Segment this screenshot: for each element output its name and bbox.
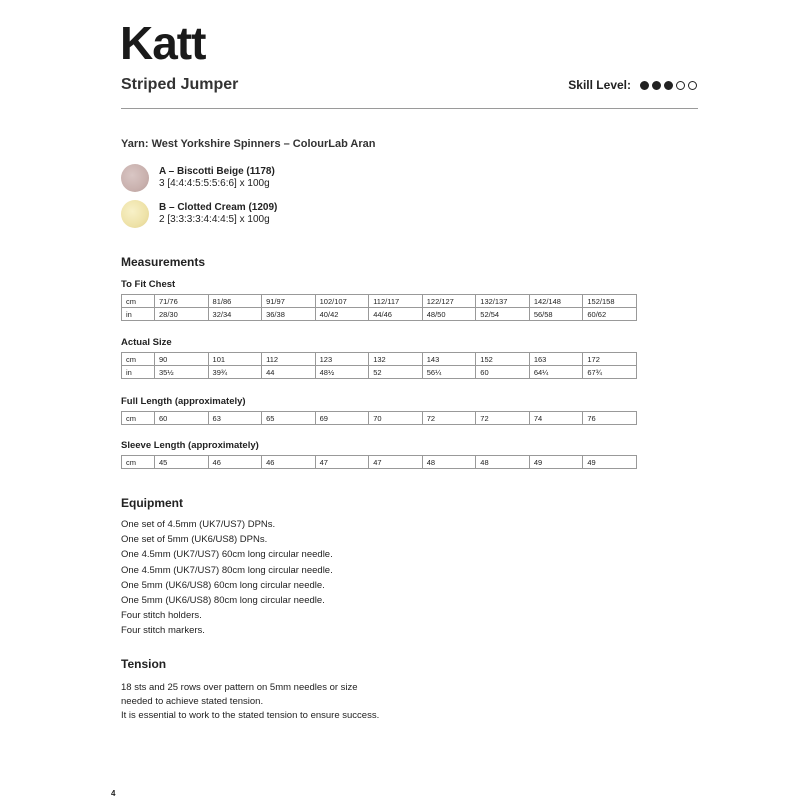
list-item: One set of 5mm (UK6/US8) DPNs.	[121, 534, 268, 546]
list-item: Four stitch holders.	[121, 610, 202, 622]
table-cell: 48	[476, 456, 530, 469]
table-cell: 49	[529, 456, 583, 469]
table-cell: 45	[155, 456, 209, 469]
measurements-heading: Measurements	[121, 255, 206, 269]
tension-line: 18 sts and 25 rows over pattern on 5mm needles or size	[121, 682, 358, 693]
table-cell: 123	[315, 353, 369, 366]
table-cell: 46	[208, 456, 262, 469]
table-cell: 132/137	[476, 295, 530, 308]
table-cell: 71/76	[155, 295, 209, 308]
table-cell: 56/58	[529, 308, 583, 321]
table-cell: cm	[122, 412, 155, 425]
table-row	[122, 308, 637, 321]
table-cell: 48	[422, 456, 476, 469]
actual-size-heading: Actual Size	[121, 337, 172, 348]
table-cell: 152/158	[583, 295, 637, 308]
table-cell: 48½	[315, 366, 369, 379]
table-cell: 74	[529, 412, 583, 425]
skill-dot-filled-icon	[664, 81, 673, 90]
table-cell: 36/38	[262, 308, 316, 321]
table-row	[122, 456, 637, 469]
tension-text	[121, 681, 379, 723]
table-cell: 60	[155, 412, 209, 425]
table-cell: 143	[422, 353, 476, 366]
table-cell: 63	[208, 412, 262, 425]
yarn-b-quantity: 2 [3:3:3:3:4:4:4:5] x 100g	[159, 214, 270, 225]
table-cell: 163	[529, 353, 583, 366]
yarn-heading: Yarn: West Yorkshire Spinners – ColourLab Aran	[121, 138, 376, 150]
table-cell: 112	[262, 353, 316, 366]
page-title: Katt	[120, 17, 206, 69]
tension-heading: Tension	[121, 657, 167, 671]
list-item: One 4.5mm (UK7/US7) 60cm long circular needle.	[121, 549, 333, 561]
table-row	[122, 366, 637, 379]
table-cell: 72	[422, 412, 476, 425]
list-item: One 4.5mm (UK7/US7) 80cm long circular needle.	[121, 564, 333, 576]
yarn-a-name: A – Biscotti Beige (1178)	[159, 166, 275, 177]
table-cell: 132	[369, 353, 423, 366]
table-cell: 32/34	[208, 308, 262, 321]
table-cell: 60	[476, 366, 530, 379]
list-item: Four stitch markers.	[121, 625, 205, 637]
table-cell: 46	[262, 456, 316, 469]
skill-dot-empty-icon	[688, 81, 697, 90]
table-cell: 142/148	[529, 295, 583, 308]
table-cell: 112/117	[369, 295, 423, 308]
equipment-heading: Equipment	[121, 496, 183, 510]
yarn-a-swatch	[121, 164, 149, 192]
table-cell: 64¼	[529, 366, 583, 379]
table-cell: 56¼	[422, 366, 476, 379]
actual-size-table	[121, 352, 637, 379]
table-cell: cm	[122, 456, 155, 469]
table-cell: 67¾	[583, 366, 637, 379]
table-row	[122, 295, 637, 308]
table-cell: 40/42	[315, 308, 369, 321]
table-row	[122, 412, 637, 425]
table-cell: 35½	[155, 366, 209, 379]
table-cell: 76	[583, 412, 637, 425]
table-cell: 172	[583, 353, 637, 366]
sleeve-length-heading: Sleeve Length (approximately)	[121, 440, 259, 451]
table-cell: 44	[262, 366, 316, 379]
chest-table	[121, 294, 637, 321]
table-cell: 152	[476, 353, 530, 366]
skill-level-label: Skill Level:	[568, 78, 631, 92]
table-cell: in	[122, 366, 155, 379]
skill-dot-filled-icon	[640, 81, 649, 90]
table-cell: cm	[122, 295, 155, 308]
table-cell: 81/86	[208, 295, 262, 308]
full-length-heading: Full Length (approximately)	[121, 396, 246, 407]
page-number: 4	[111, 789, 116, 798]
table-cell: 47	[369, 456, 423, 469]
table-cell: 122/127	[422, 295, 476, 308]
tension-line: It is essential to work to the stated tension to ensure success.	[121, 710, 380, 721]
table-cell: 101	[208, 353, 262, 366]
table-cell: 52/54	[476, 308, 530, 321]
yarn-a	[159, 166, 275, 190]
table-cell: 49	[583, 456, 637, 469]
skill-level	[568, 78, 697, 92]
full-length-table	[121, 411, 637, 425]
table-cell: 102/107	[315, 295, 369, 308]
table-cell: 69	[315, 412, 369, 425]
yarn-b	[159, 202, 277, 226]
table-cell: 72	[476, 412, 530, 425]
table-cell: 28/30	[155, 308, 209, 321]
table-cell: 91/97	[262, 295, 316, 308]
table-cell: 70	[369, 412, 423, 425]
yarn-b-name: B – Clotted Cream (1209)	[159, 202, 278, 213]
skill-dot-filled-icon	[652, 81, 661, 90]
table-cell: cm	[122, 353, 155, 366]
yarn-a-quantity: 3 [4:4:4:5:5:5:6:6] x 100g	[159, 178, 270, 189]
table-cell: 65	[262, 412, 316, 425]
table-cell: 47	[315, 456, 369, 469]
list-item: One 5mm (UK6/US8) 80cm long circular needle.	[121, 595, 325, 607]
table-cell: 52	[369, 366, 423, 379]
page-subtitle: Striped Jumper	[121, 76, 239, 93]
tension-line: needed to achieve stated tension.	[121, 696, 264, 707]
table-row	[122, 353, 637, 366]
skill-dot-empty-icon	[676, 81, 685, 90]
yarn-b-swatch	[121, 200, 149, 228]
table-cell: 44/46	[369, 308, 423, 321]
equipment-list	[121, 517, 333, 639]
table-cell: 48/50	[422, 308, 476, 321]
chest-heading: To Fit Chest	[121, 279, 176, 290]
sleeve-length-table	[121, 455, 637, 469]
table-cell: in	[122, 308, 155, 321]
list-item: One set of 4.5mm (UK7/US7) DPNs.	[121, 519, 276, 530]
table-cell: 60/62	[583, 308, 637, 321]
list-item: One 5mm (UK6/US8) 60cm long circular needle.	[121, 579, 325, 591]
table-cell: 90	[155, 353, 209, 366]
table-cell: 39¾	[208, 366, 262, 379]
header-divider	[121, 108, 698, 109]
